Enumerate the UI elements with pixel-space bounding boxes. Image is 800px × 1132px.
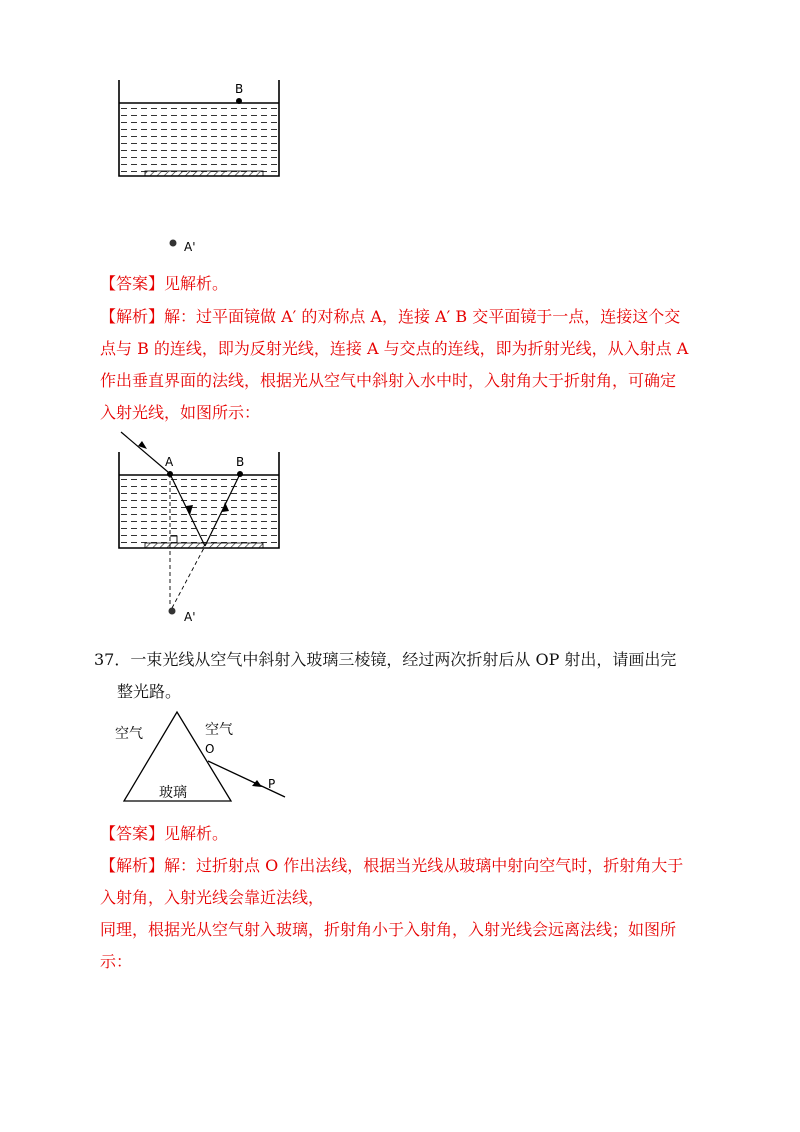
- analysis-1-line-2: 点与 B 的连线，即为反射光线，连接 A 与交点的连线，即为折射光线，从入射点 A: [100, 339, 689, 358]
- label-p: P: [268, 777, 276, 791]
- analysis-2-line-4: 示：: [100, 952, 133, 971]
- analysis-1-line-3: 作出垂直界面的法线，根据光从空气中斜射入水中时，入射角大于折射角，可确定: [100, 371, 677, 390]
- label-air-left: 空气: [115, 726, 143, 742]
- label-glass: 玻璃: [159, 785, 187, 801]
- analysis-2-line-3: 同理，根据光从空气射入玻璃，折射角小于入射角，入射光线会远离法线；如图所: [100, 920, 677, 939]
- analysis-1-line-1: 【解析】解：过平面镜做 A′ 的对称点 A，连接 A′ B 交平面镜于一点，连接这个交: [100, 307, 681, 326]
- analysis-1-line-4: 入射光线，如图所示：: [100, 403, 261, 422]
- question-37-line-2: 整光路。: [117, 682, 182, 701]
- label-b-2: B: [236, 455, 245, 469]
- answer-2-line: 【答案】见解析。: [100, 824, 229, 843]
- label-a-prime: A': [184, 240, 196, 254]
- answer-1-line: 【答案】见解析。: [100, 274, 229, 293]
- label-air-right: 空气: [205, 722, 233, 738]
- label-a-prime-2: A': [184, 610, 196, 624]
- label-b: B: [235, 82, 244, 96]
- question-37-line-1: 37．一束光线从空气中斜射入玻璃三棱镜，经过两次折射后从 OP 射出，请画出完: [94, 650, 677, 669]
- analysis-2-line-1: 【解析】解：过折射点 O 作出法线，根据当光线从玻璃中射向空气时，折射角大于: [100, 856, 684, 875]
- label-o: O: [205, 742, 215, 756]
- analysis-2-line-2: 入射角，入射光线会靠近法线，: [100, 888, 325, 907]
- label-a: A: [165, 455, 174, 469]
